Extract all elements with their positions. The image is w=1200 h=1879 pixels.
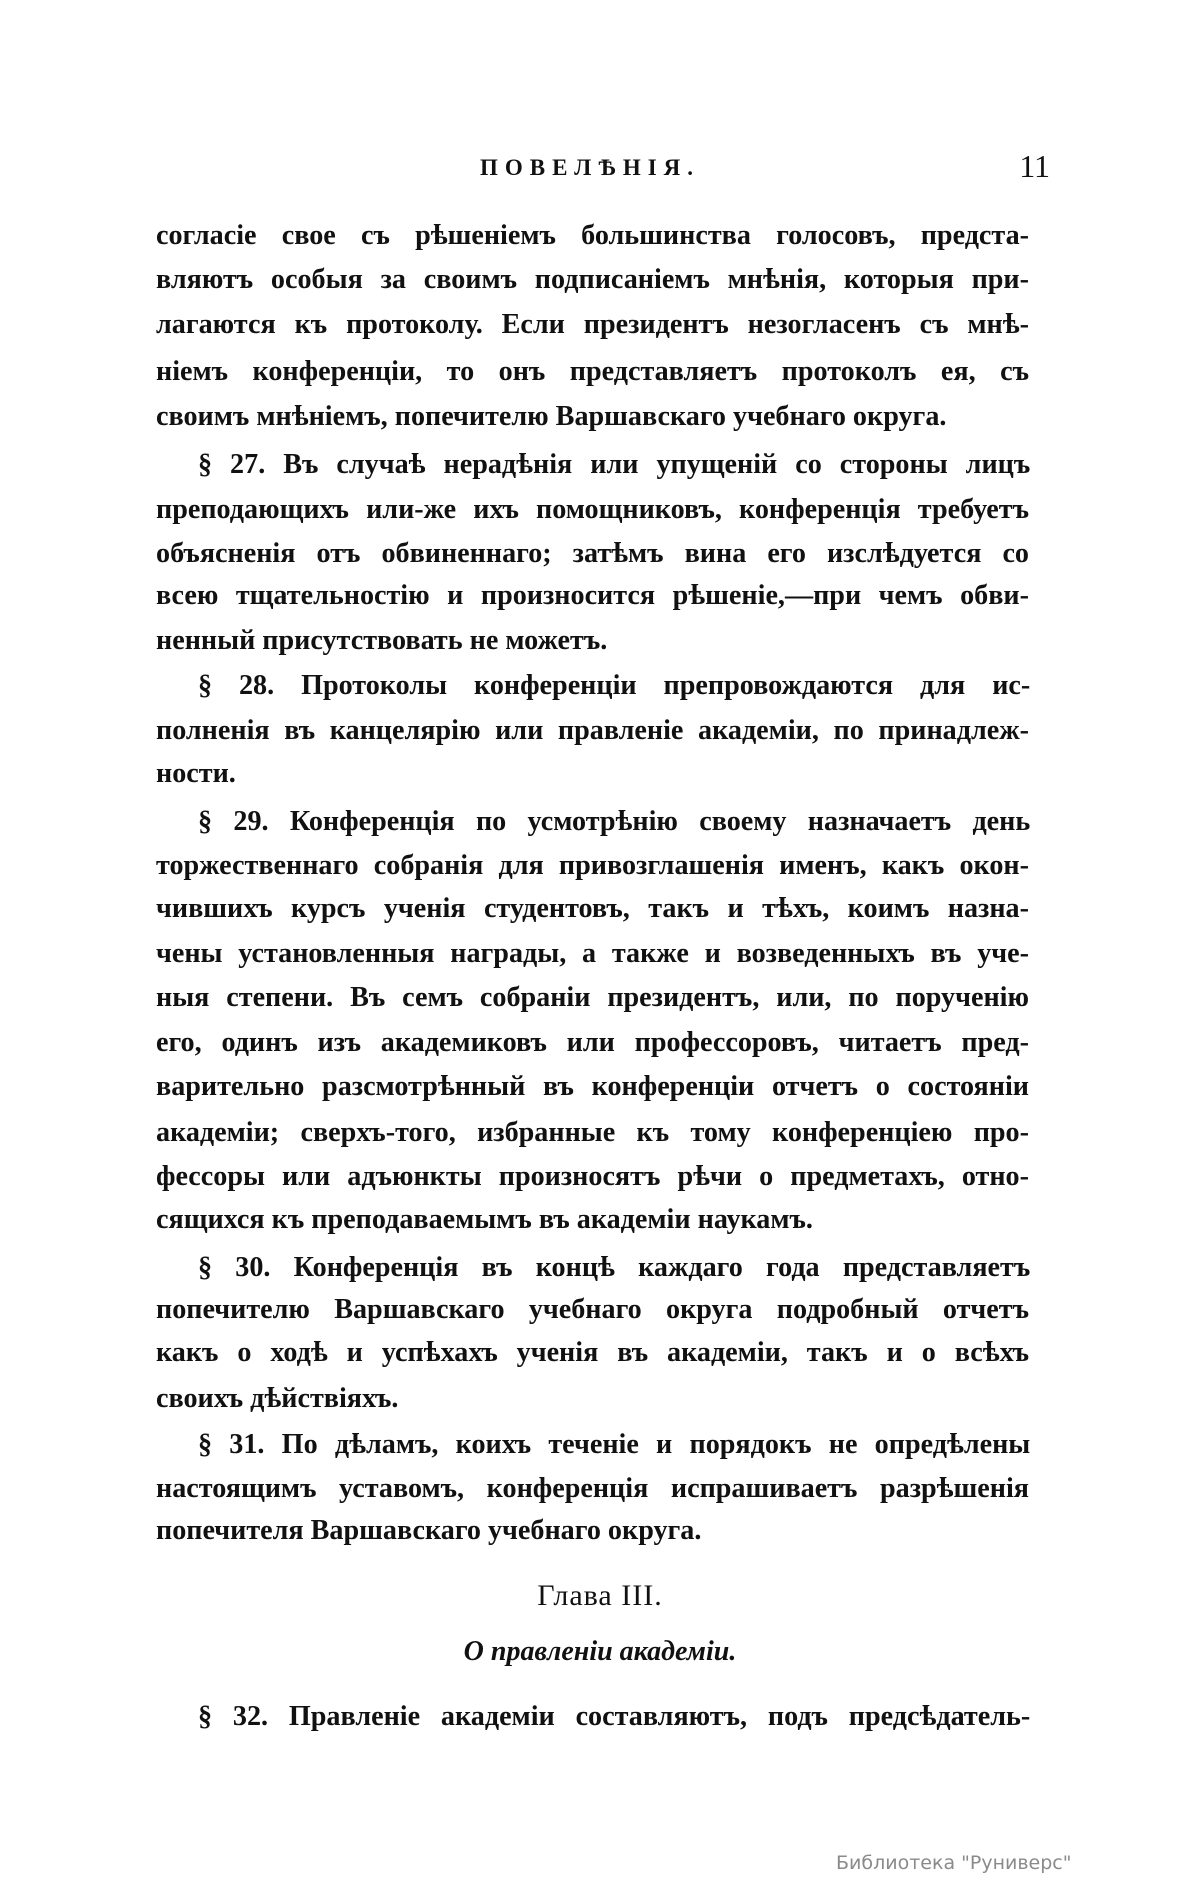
text-line: ности.: [156, 757, 236, 789]
text-line: полненія въ канцелярію или правленіе академіи, по принадлеж-: [156, 714, 1029, 746]
text-line: академіи; сверхъ-того, избранные къ тому конференціею про-: [156, 1116, 1029, 1148]
page-number: 11: [1019, 148, 1050, 184]
text-line: § 32. Правленіе академіи составляютъ, подъ предсѣдатель-: [198, 1700, 1031, 1732]
text-line: попечителю Варшавскаго учебнаго округа подробный отчетъ: [156, 1293, 1029, 1325]
text-line: своимъ мнѣніемъ, попечителю Варшавскаго учебнаго округа.: [156, 400, 947, 432]
text-line: настоящимъ уставомъ, конференція испрашиваетъ разрѣшенія: [156, 1472, 1029, 1504]
text-line: ныя степени. Въ семъ собраніи президентъ, или, по порученію: [156, 981, 1029, 1013]
text-line: согласіе свое съ рѣшеніемъ большинства голосовъ, предста-: [156, 219, 1029, 251]
text-line: ніемъ конференціи, то онъ представляетъ протоколъ ея, съ: [156, 355, 1029, 387]
text-line: § 27. Въ случаѣ нерадѣнія или упущеній со стороны лицъ: [198, 448, 1031, 480]
text-line: ненный присутствовать не можетъ.: [156, 624, 608, 656]
text-line: § 31. По дѣламъ, коихъ теченіе и порядокъ не опредѣлены: [198, 1428, 1031, 1460]
text-line: фессоры или адъюнкты произносятъ рѣчи о предметахъ, отно-: [156, 1160, 1029, 1192]
text-line: попечителя Варшавскаго учебнаго округа.: [156, 1514, 702, 1546]
chapter-subtitle: О правленіи академіи.: [463, 1636, 737, 1667]
text-line: чившихъ курсъ ученія студентовъ, такъ и тѣхъ, коимъ назна-: [156, 892, 1029, 924]
text-line: какъ о ходѣ и успѣхахъ ученія въ академіи, такъ и о всѣхъ: [156, 1336, 1029, 1368]
text-line: лагаются къ протоколу. Если президентъ незогласенъ съ мнѣ-: [156, 308, 1029, 340]
chapter-title: Глава III.: [537, 1579, 663, 1612]
text-line: объясненія отъ обвиненнаго; затѣмъ вина его изслѣдуется со: [156, 537, 1029, 569]
text-line: своихъ дѣйствіяхъ.: [156, 1382, 399, 1414]
text-line: вляютъ особыя за своимъ подписаніемъ мнѣнія, которыя при-: [156, 263, 1029, 295]
text-line: варительно разсмотрѣнный въ конференціи отчетъ о состояніи: [156, 1070, 1029, 1102]
text-line: торжественнаго собранія для привозглашенія именъ, какъ окон-: [156, 849, 1029, 881]
text-line: преподающихъ или-же ихъ помощниковъ, конференція требуетъ: [156, 493, 1029, 525]
text-line: всею тщательностію и произносится рѣшеніе,—при чемъ обви-: [156, 579, 1029, 611]
text-line: § 29. Конференція по усмотрѣнію своему назначаетъ день: [198, 805, 1031, 837]
text-line: § 30. Конференція въ концѣ каждаго года представляетъ: [198, 1251, 1031, 1283]
text-line: его, одинъ изъ академиковъ или профессоровъ, читаетъ пред-: [156, 1026, 1029, 1058]
text-line: § 28. Протоколы конференціи препровождаются для ис-: [198, 669, 1031, 701]
text-line: сящихся къ преподаваемымъ въ академіи наукамъ.: [156, 1203, 813, 1235]
text-line: чены установленныя награды, а также и возведенныхъ въ уче-: [156, 937, 1029, 969]
running-title: ПОВЕЛѢНІЯ.: [479, 155, 701, 180]
library-watermark: Библиотека "Руниверс": [836, 1852, 1072, 1874]
